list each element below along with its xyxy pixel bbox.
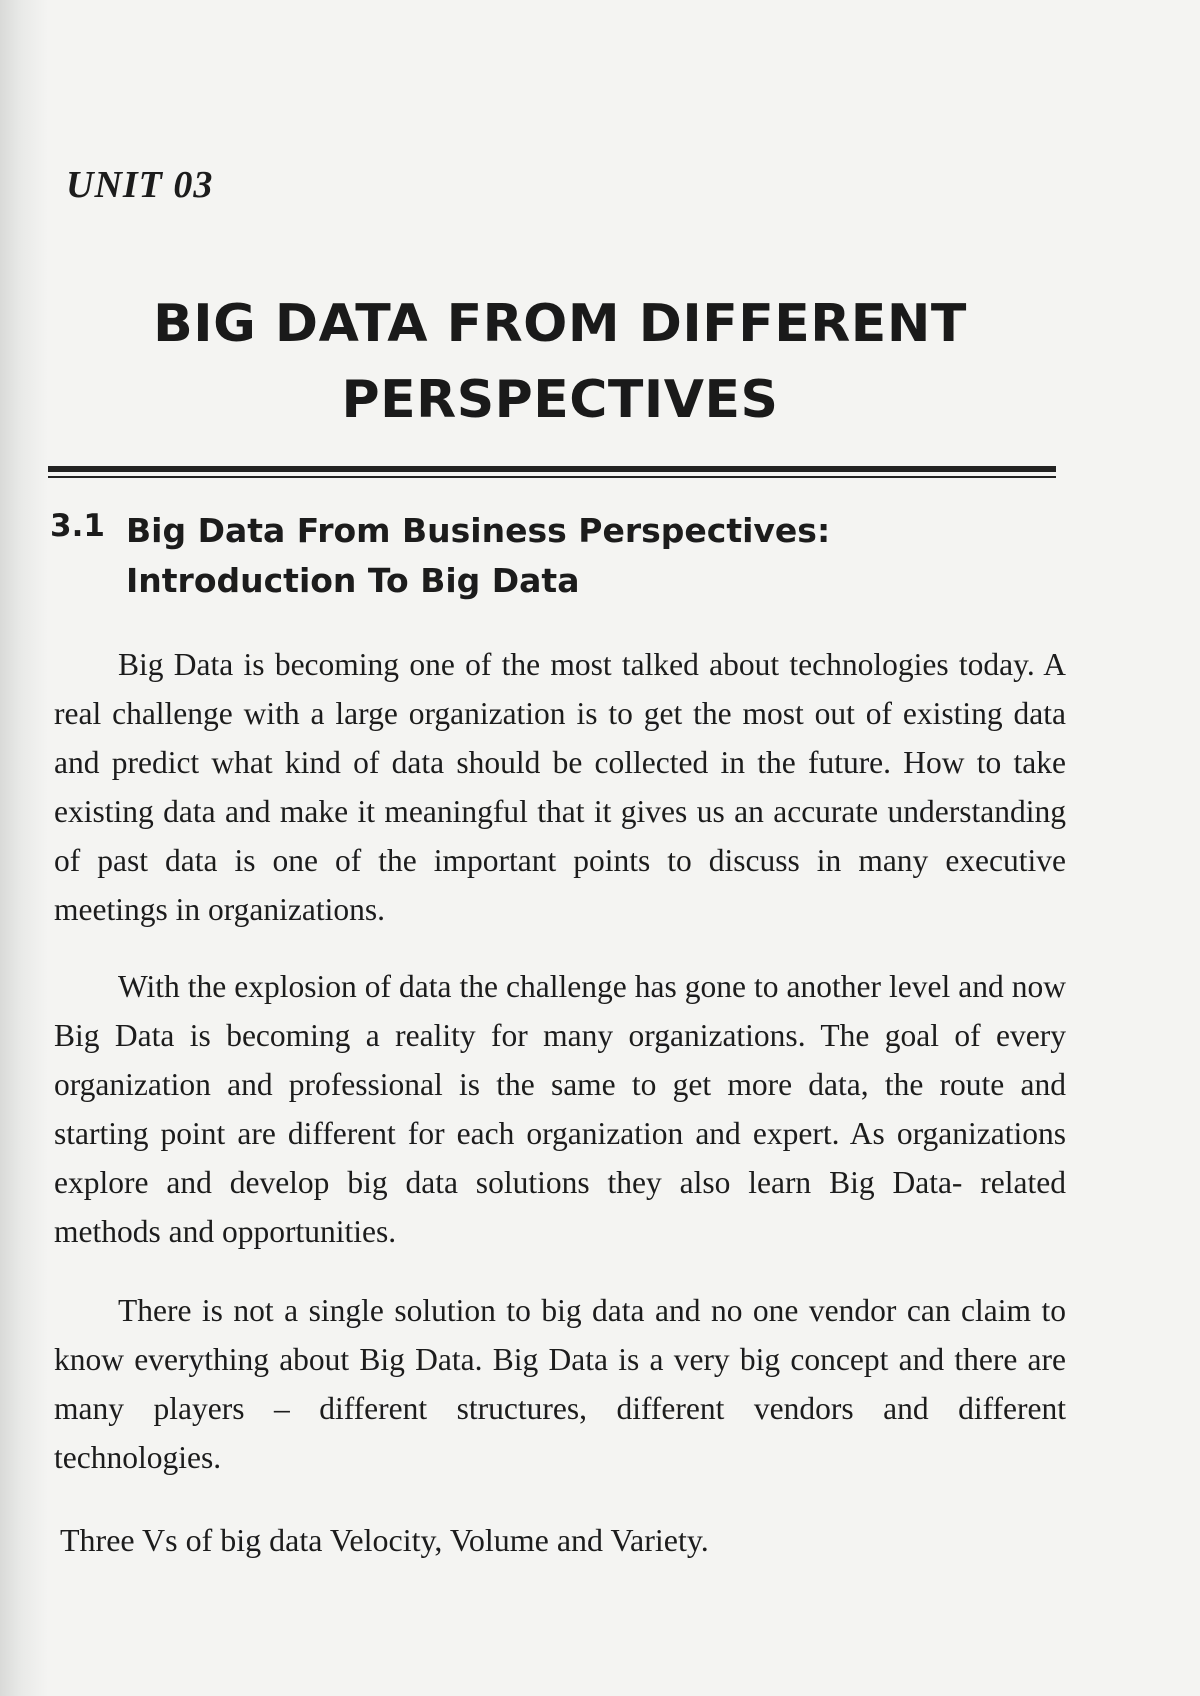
title-double-rule	[48, 466, 1056, 478]
body-paragraph-2: With the explosion of data the challenge has gone to another level and now Big Data is becoming a reality for many organizations. The goal of every organization and professional is the same to get more data, the route and starting point are different for each organization and expert. As organizations explore and develop big data solutions they also learn Big Data- related methods and opportunities.	[54, 969, 1066, 1249]
body-paragraph-3: There is not a single solution to big data and no one vendor can claim to know everything about Big Data. Big Data is a very big concept and there are many players – different structures, different vendors and different technologies.	[54, 1293, 1066, 1475]
chapter-title-line-1: BIG DATA FROM DIFFERENT	[153, 294, 967, 354]
chapter-title-line-2: PERSPECTIVES	[341, 370, 779, 430]
section-heading-line-2: Introduction To Big Data	[126, 561, 580, 600]
section-heading	[126, 506, 1026, 606]
body-paragraph-1: Big Data is becoming one of the most talked about technologies today. A real challenge with a large organization is to get the most out of existing data and predict what kind of data should be collected in the future. How to take existing data and make it meaningful that it gives us an accurate understanding of past data is one of the important points to discuss in many executive meetings in organizations.	[54, 647, 1066, 927]
page-binding-shadow	[0, 0, 48, 1696]
unit-label: UNIT 03	[66, 164, 214, 206]
section-heading-line-1: Big Data From Business Perspectives:	[126, 511, 831, 550]
section-number: 3.1	[50, 508, 105, 544]
three-vs-line: Three Vs of big data Velocity, Volume and Variety.	[60, 1522, 709, 1558]
chapter-title	[60, 286, 1060, 438]
